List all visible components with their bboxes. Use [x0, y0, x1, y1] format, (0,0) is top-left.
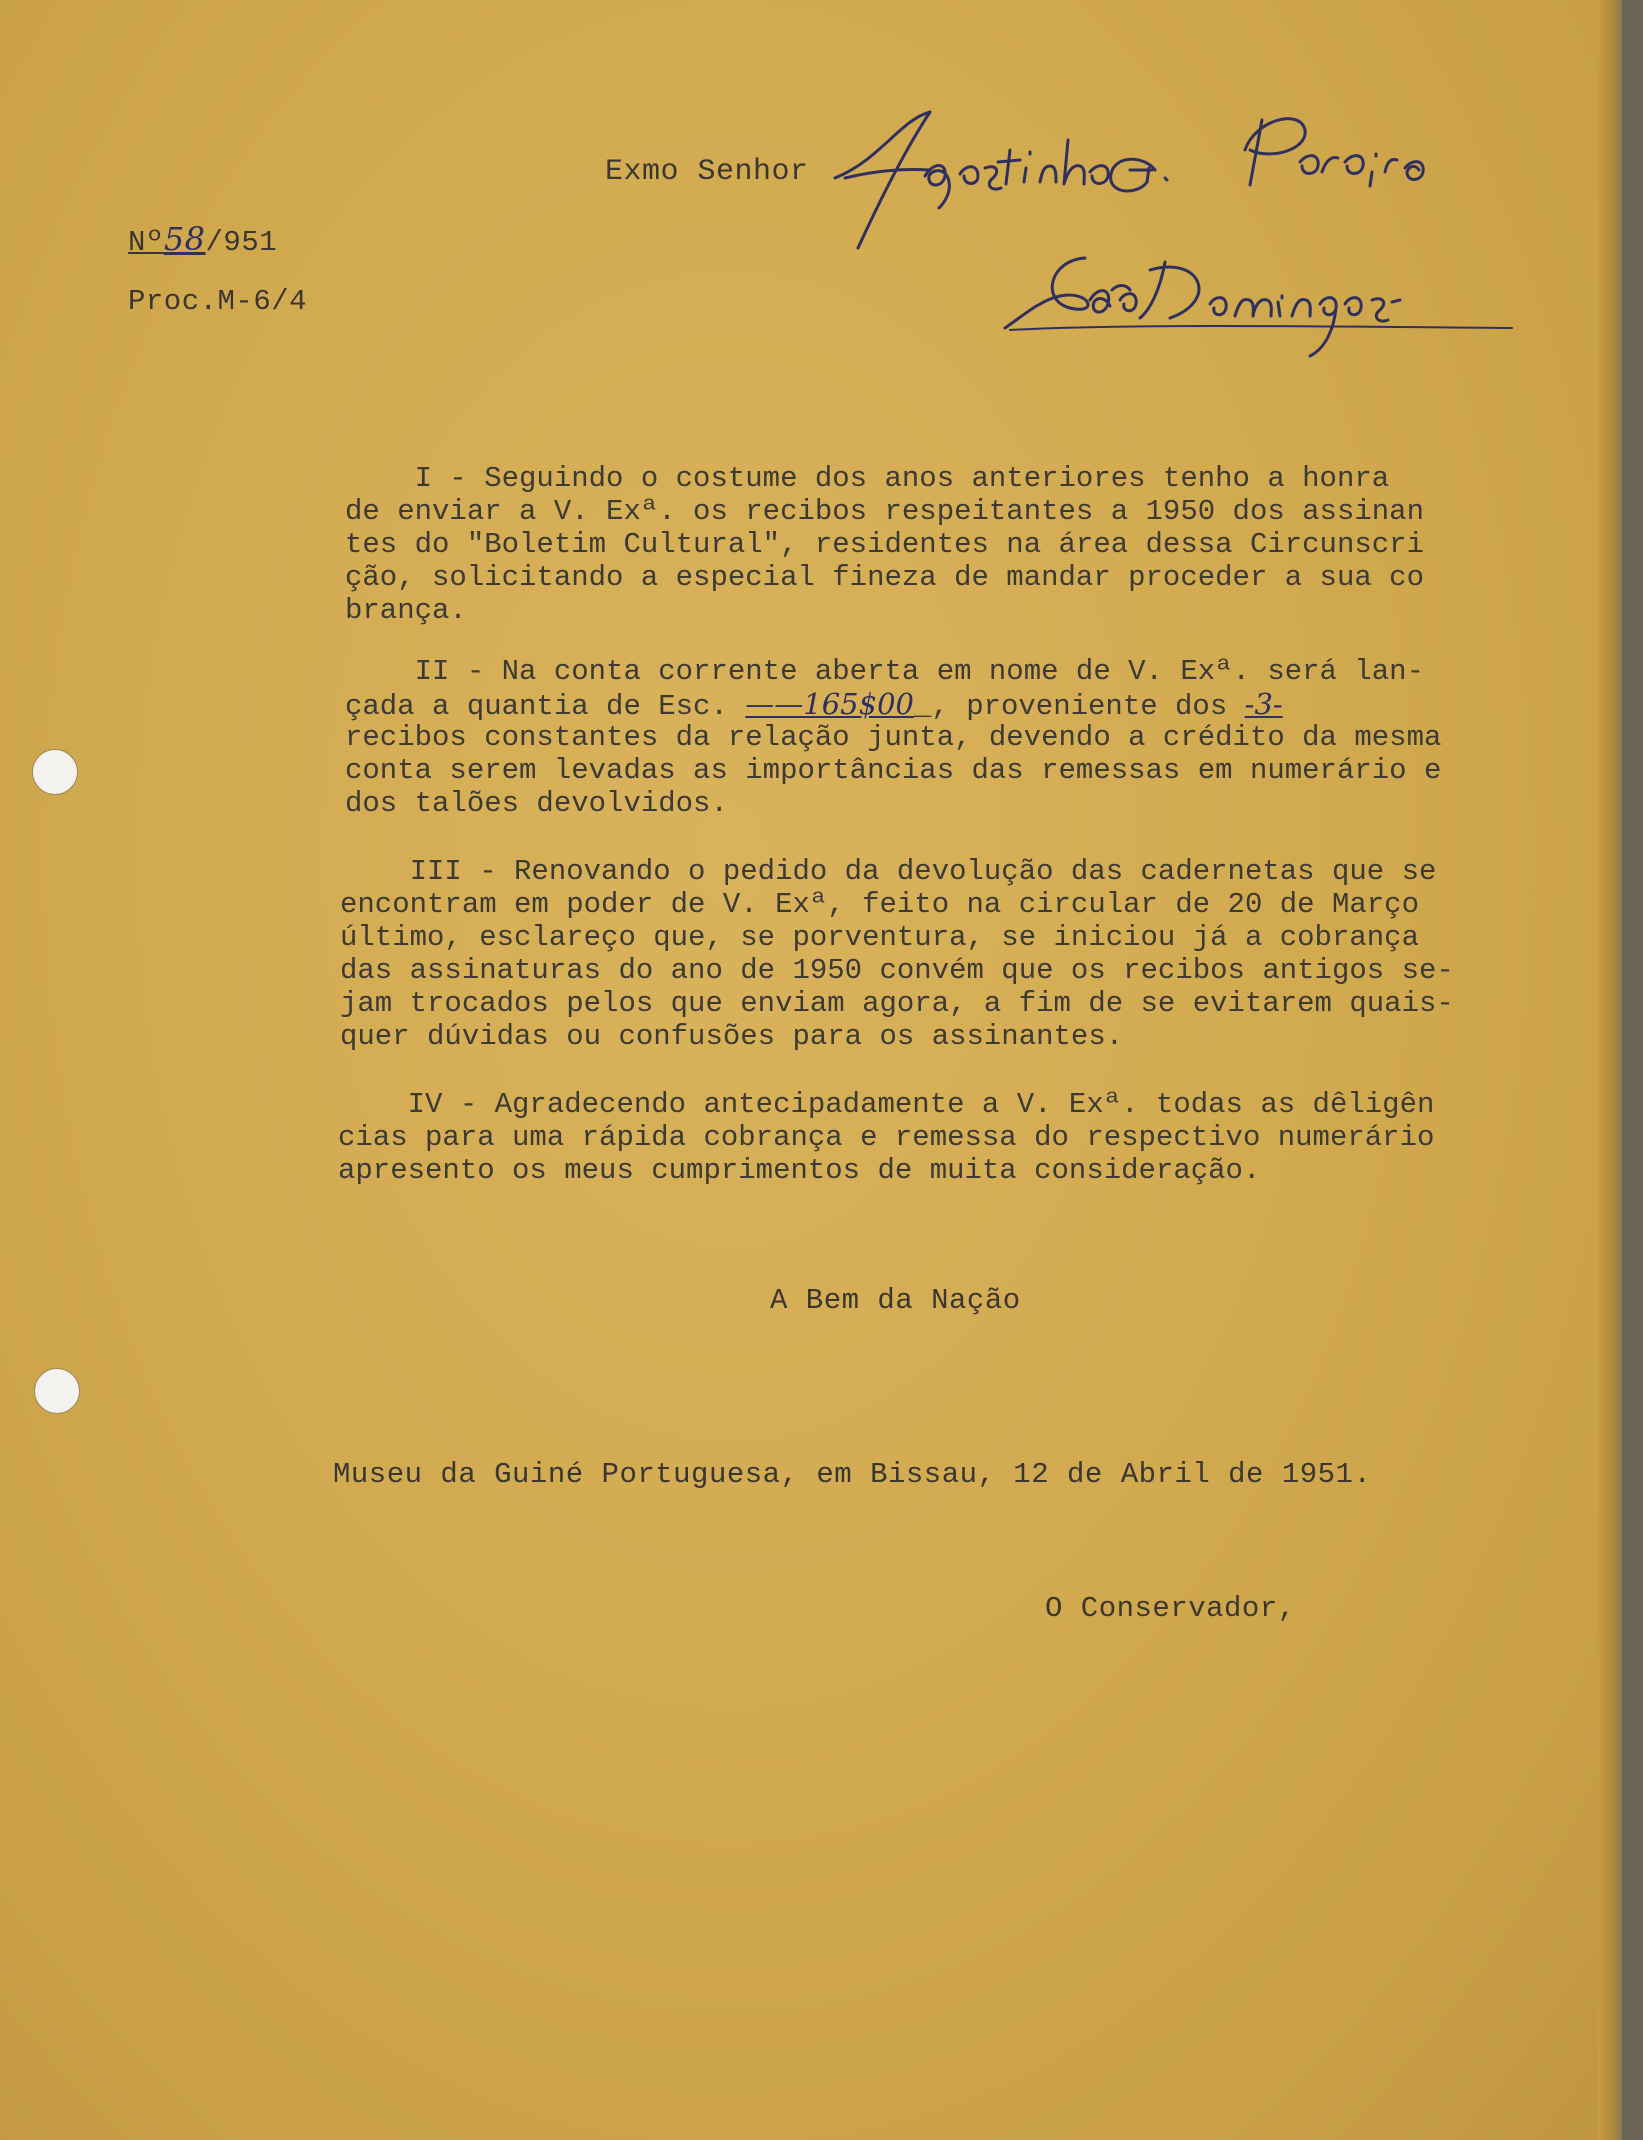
ref-prefix: Nº	[128, 226, 164, 259]
paragraph-2	[345, 655, 1441, 820]
paragraph-line: apresento os meus cumprimentos de muita consideração.	[338, 1154, 1261, 1187]
paragraph-3	[340, 855, 1454, 1053]
paragraph-line: conta serem levadas as importâncias das remessas em numerário e	[345, 754, 1442, 787]
ref-number-handwritten: 58	[163, 220, 206, 258]
paragraph-line: das assinaturas do ano de 1950 convém que os recibos antigos se-	[340, 954, 1454, 987]
paragraph-line: encontram em poder de V. Exª, feito na circular de 20 de Março	[340, 888, 1419, 921]
paragraph-line: III - Renovando o pedido da devolução das cadernetas que se	[340, 855, 1437, 888]
handwriting-recipient-surname	[1245, 119, 1423, 186]
closing-motto: A Bem da Nação	[770, 1284, 1021, 1317]
paragraph-line: I - Seguindo o costume dos anos anteriores tenho a honra	[345, 462, 1390, 495]
paragraph-line-amount	[345, 688, 1441, 721]
paragraph-line: IV - Agradecendo antecipadamente a V. Exª. todas as dêligên	[338, 1088, 1435, 1121]
ref-number	[128, 220, 277, 259]
handwriting-recipient-name	[835, 112, 1108, 248]
count-handwritten: -3-	[1244, 687, 1283, 721]
handwritten-recipient	[0, 0, 1622, 400]
punch-hole-top	[32, 749, 78, 795]
paragraph-1	[345, 462, 1424, 627]
amount-middle: _, proveniente dos	[913, 690, 1245, 723]
paragraph-line: brança.	[345, 594, 467, 627]
handwriting-recipient-initial	[1111, 159, 1167, 191]
process-number: Proc.M-6/4	[128, 285, 308, 318]
amount-handwritten: ——165$00	[745, 687, 914, 721]
salutation: Exmo Senhor	[605, 155, 809, 189]
paragraph-line: de enviar a V. Exª. os recibos respeitantes a 1950 dos assinan	[345, 495, 1424, 528]
paragraph-line: quer dúvidas ou confusões para os assinantes.	[340, 1020, 1124, 1053]
paragraph-line: cias para uma rápida cobrança e remessa do respectivo numerário	[338, 1121, 1435, 1154]
paragraph-line: recibos constantes da relação junta, devendo a crédito da mesma	[345, 721, 1442, 754]
place-date: Museu da Guiné Portuguesa, em Bissau, 12 de Abril de 1951.	[333, 1458, 1372, 1491]
paragraph-4	[338, 1088, 1434, 1187]
paragraph-line: II - Na conta corrente aberta em nome de V. Exª. será lan-	[345, 655, 1424, 688]
paragraph-line: tes do "Boletim Cultural", residentes na área dessa Circunscri	[345, 528, 1424, 561]
paragraph-line: dos talões devolvidos.	[345, 787, 728, 820]
paragraph-line: jam trocados pelos que enviam agora, a fim de se evitarem quais-	[340, 987, 1454, 1020]
ref-suffix: /951	[205, 226, 278, 259]
handwriting-place-underline	[1010, 326, 1512, 330]
paragraph-line: último, esclareço que, se porventura, se iniciou já a cobrança	[340, 921, 1419, 954]
paragraph-line: ção, solicitando a especial fineza de mandar proceder a sua co	[345, 561, 1424, 594]
punch-hole-bottom	[34, 1368, 80, 1414]
handwriting-place	[1005, 258, 1400, 356]
signature-title: O Conservador,	[1045, 1592, 1296, 1625]
amount-prefix: çada a quantia de Esc.	[345, 690, 746, 723]
